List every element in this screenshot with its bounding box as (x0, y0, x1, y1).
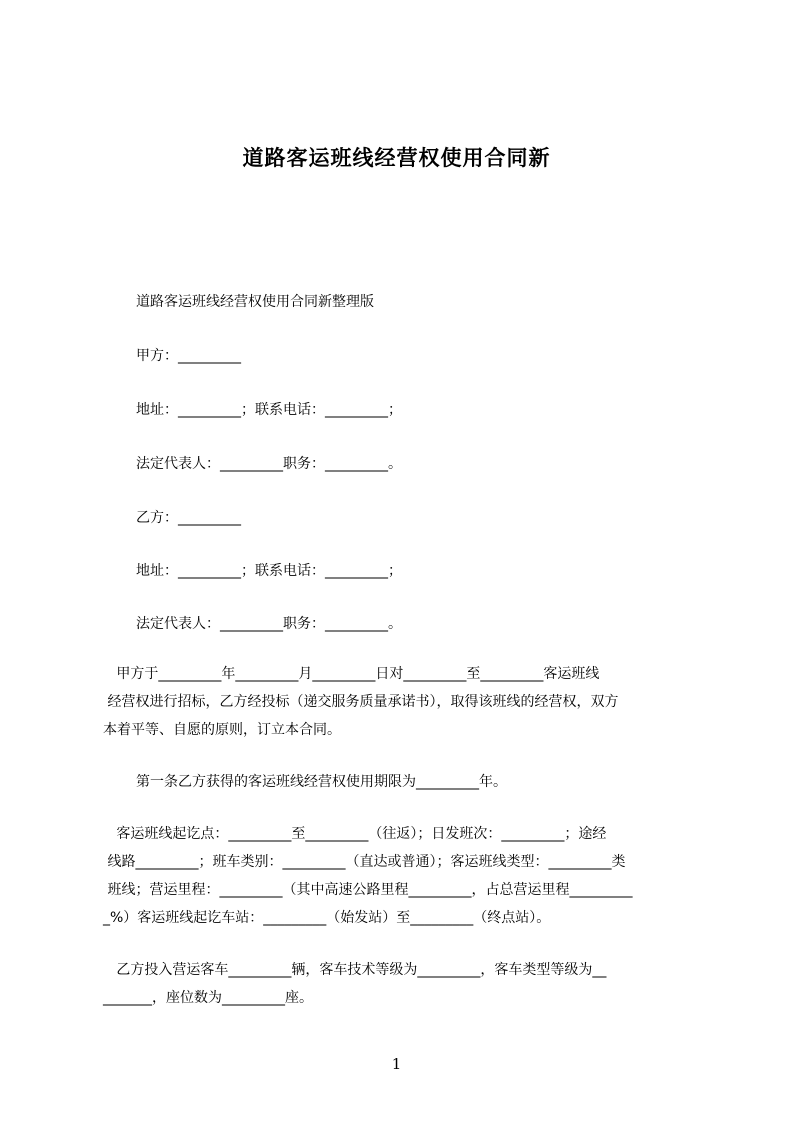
document-title: 道路客运班线经营权使用合同新 (242, 146, 551, 170)
vehicle-paragraph (103, 956, 703, 1012)
route-paragraph (103, 820, 703, 932)
intro-paragraph (103, 660, 703, 744)
route-line: 班线；营运里程：_________（其中高速公路里程_________，占总营运里程_________ (103, 882, 633, 898)
route-line: 线路_________；班车类别：_________（直达或普通）；客运班线类型：_________类 (103, 854, 626, 870)
party-a-representative: 法定代表人：_________职务：_________。 (136, 456, 402, 472)
party-b: 乙方：_________ (136, 510, 241, 526)
article-1: 第一条乙方获得的客运班线经营权使用期限为_________年。 (136, 774, 507, 790)
route-line: _%）客运班线起讫车站：_________（始发站）至_________（终点站）。 (103, 910, 551, 926)
page-number: 1 (391, 1055, 402, 1073)
party-b-representative: 法定代表人：_________职务：_________。 (136, 616, 402, 632)
party-b-address: 地址：_________；联系电话：_________； (136, 563, 402, 579)
intro-line: 本着平等、自愿的原则，订立本合同。 (103, 722, 341, 738)
intro-line: 经营权进行招标，乙方经投标（递交服务质量承诺书），取得该班线的经营权，双方 (103, 694, 619, 710)
party-a: 甲方：_________ (136, 348, 241, 364)
route-line: 客运班线起讫点：_________至_________（往返）；日发班次：_________；途经 (103, 826, 607, 842)
vehicle-line: 乙方投入营运客车_________辆，客车技术等级为_________，客车类型等级为__ (103, 962, 607, 978)
vehicle-line: _______，座位数为_________座。 (103, 990, 313, 1006)
party-a-address: 地址：_________；联系电话：_________； (136, 402, 402, 418)
document-subtitle: 道路客运班线经营权使用合同新整理版 (136, 294, 374, 310)
intro-line: 甲方于_________年_________月_________日对_________至_________客运班线 (103, 666, 600, 682)
